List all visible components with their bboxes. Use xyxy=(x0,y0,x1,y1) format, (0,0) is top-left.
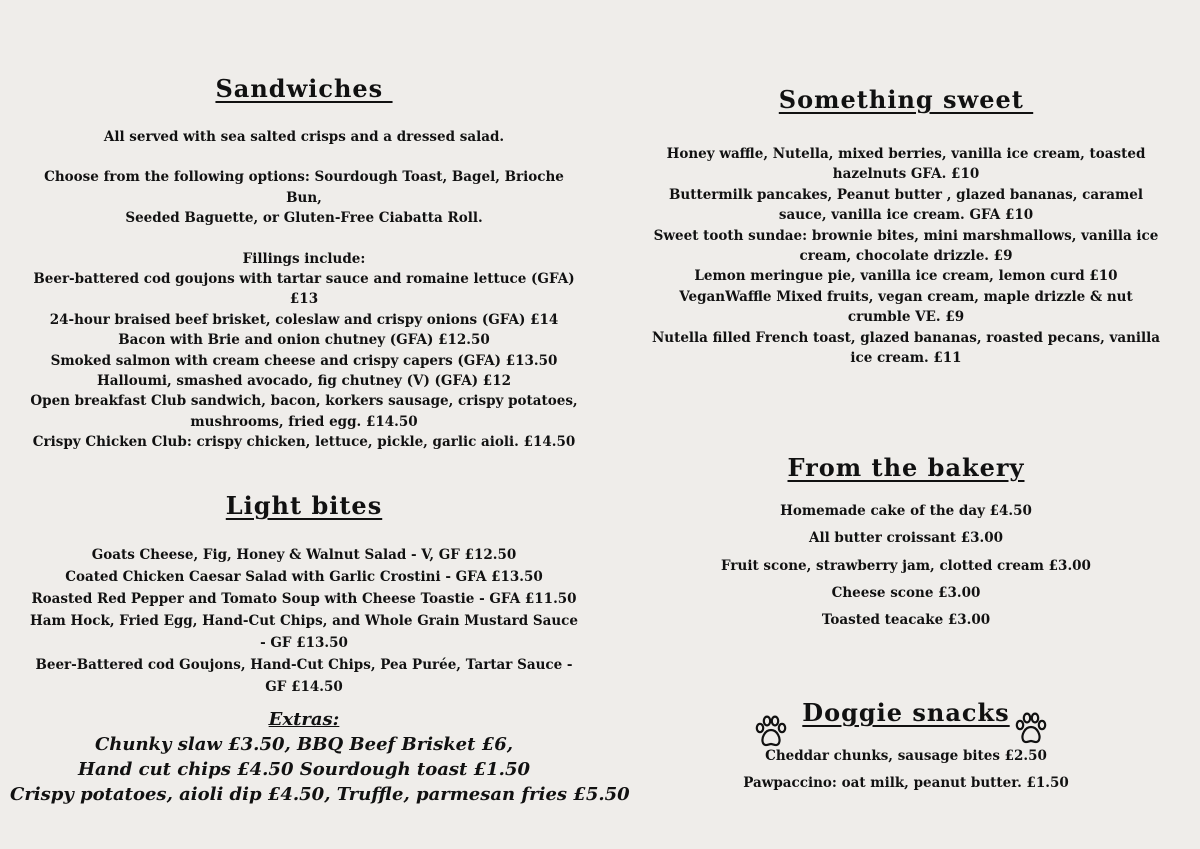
sandwiches-intro: All served with sea salted crisps and a dressed salad. xyxy=(103,129,505,145)
bakery-heading: From the bakery xyxy=(787,453,1025,482)
bakery-item: All butter croissant £3.00 xyxy=(809,530,1003,547)
sweet-item: sauce, vanilla ice cream. GFA £10 xyxy=(778,207,1034,224)
light-bites-section xyxy=(10,491,630,807)
light-bite-item: Beer-Battered cod Goujons, Hand-Cut Chips, Pea Purée, Tartar Sauce - xyxy=(35,657,573,673)
filling-item: mushrooms, fried egg. £14.50 xyxy=(190,413,418,430)
bakery-item: Homemade cake of the day £4.50 xyxy=(780,503,1032,519)
bakery-item: Fruit scone, strawberry jam, clotted cream £3.00 xyxy=(721,557,1091,574)
doggie-item: Cheddar chunks, sausage bites £2.50 xyxy=(765,748,1047,764)
sweet-item: Buttermilk pancakes, Peanut butter , glazed bananas, caramel xyxy=(669,186,1143,203)
fillings-label: Fillings include: xyxy=(242,250,366,267)
filling-item: Crispy Chicken Club: crispy chicken, lettuce, pickle, garlic aioli. £14.50 xyxy=(32,434,576,451)
bakery-item: Cheese scone £3.00 xyxy=(831,584,981,601)
something-sweet-section xyxy=(650,85,1162,368)
sweet-item: Nutella filled French toast, glazed bananas, roasted pecans, vanilla xyxy=(651,329,1161,346)
doggie-item: Pawpaccino: oat milk, peanut butter. £1.50 xyxy=(743,775,1069,792)
light-bite-item: Coated Chicken Caesar Salad with Garlic Crostini - GFA £13.50 xyxy=(65,569,543,585)
filling-item: 24-hour braised beef brisket, coleslaw and crispy onions (GFA) £14 xyxy=(49,311,559,328)
light-bite-item: Ham Hock, Fried Egg, Hand-Cut Chips, and Whole Grain Mustard Sauce xyxy=(30,613,578,629)
bakery-section xyxy=(650,453,1162,634)
sweet-item: Lemon meringue pie, vanilla ice cream, lemon curd £10 xyxy=(694,268,1118,285)
sweet-item: ice cream. £11 xyxy=(850,350,962,367)
light-bite-item: Goats Cheese, Fig, Honey & Walnut Salad - V, GF £12.50 xyxy=(91,547,517,563)
sandwiches-section xyxy=(30,74,578,453)
filling-item: Beer-battered cod goujons with tartar sauce and romaine lettuce (GFA) £13 xyxy=(33,271,575,308)
sweet-item: Honey waffle, Nutella, mixed berries, vanilla ice cream, toasted xyxy=(666,146,1146,162)
bread-options-line: Seeded Baguette, or Gluten-Free Ciabatta Roll. xyxy=(125,210,483,227)
paw-print-icon xyxy=(753,714,789,750)
doggie-heading: Doggie snacks xyxy=(802,698,1010,727)
filling-item: Open breakfast Club sandwich, bacon, korkers sausage, crispy potatoes, xyxy=(30,393,578,410)
sweet-item: Sweet tooth sundae: brownie bites, mini marshmallows, vanilla ice xyxy=(653,227,1159,244)
something-sweet-heading: Something sweet xyxy=(778,85,1034,114)
light-bite-item: - GF £13.50 xyxy=(260,635,348,651)
paw-print-icon xyxy=(1013,711,1049,747)
extras-heading: Extras: xyxy=(268,709,340,730)
sweet-item: hazelnuts GFA. £10 xyxy=(832,166,980,183)
sweet-item: crumble VE. £9 xyxy=(847,309,965,326)
filling-item: Bacon with Brie and onion chutney (GFA) £12.50 xyxy=(118,332,490,349)
extras-line: Crispy potatoes, aioli dip £4.50, Truffle, parmesan fries £5.50 xyxy=(10,784,630,805)
sandwiches-heading: Sandwiches xyxy=(215,74,393,103)
light-bite-item: GF £14.50 xyxy=(265,679,343,695)
filling-item: Smoked salmon with cream cheese and crispy capers (GFA) £13.50 xyxy=(50,352,558,369)
bakery-item: Toasted teacake £3.00 xyxy=(821,612,991,629)
sweet-item: cream, chocolate drizzle. £9 xyxy=(799,248,1013,265)
doggie-section xyxy=(650,698,1162,798)
filling-item: Halloumi, smashed avocado, fig chutney (V) (GFA) £12 xyxy=(97,373,511,390)
extras-line: Chunky slaw £3.50, BBQ Beef Brisket £6, xyxy=(94,734,514,755)
light-bite-item: Roasted Red Pepper and Tomato Soup with Cheese Toastie - GFA £11.50 xyxy=(31,591,577,607)
sweet-item: VeganWaffle Mixed fruits, vegan cream, maple drizzle & nut xyxy=(679,288,1133,305)
extras-line: Hand cut chips £4.50 Sourdough toast £1.50 xyxy=(78,759,530,780)
bread-options-line: Choose from the following options: Sourdough Toast, Bagel, Brioche Bun, xyxy=(44,169,564,206)
light-bites-heading: Light bites xyxy=(225,491,383,520)
